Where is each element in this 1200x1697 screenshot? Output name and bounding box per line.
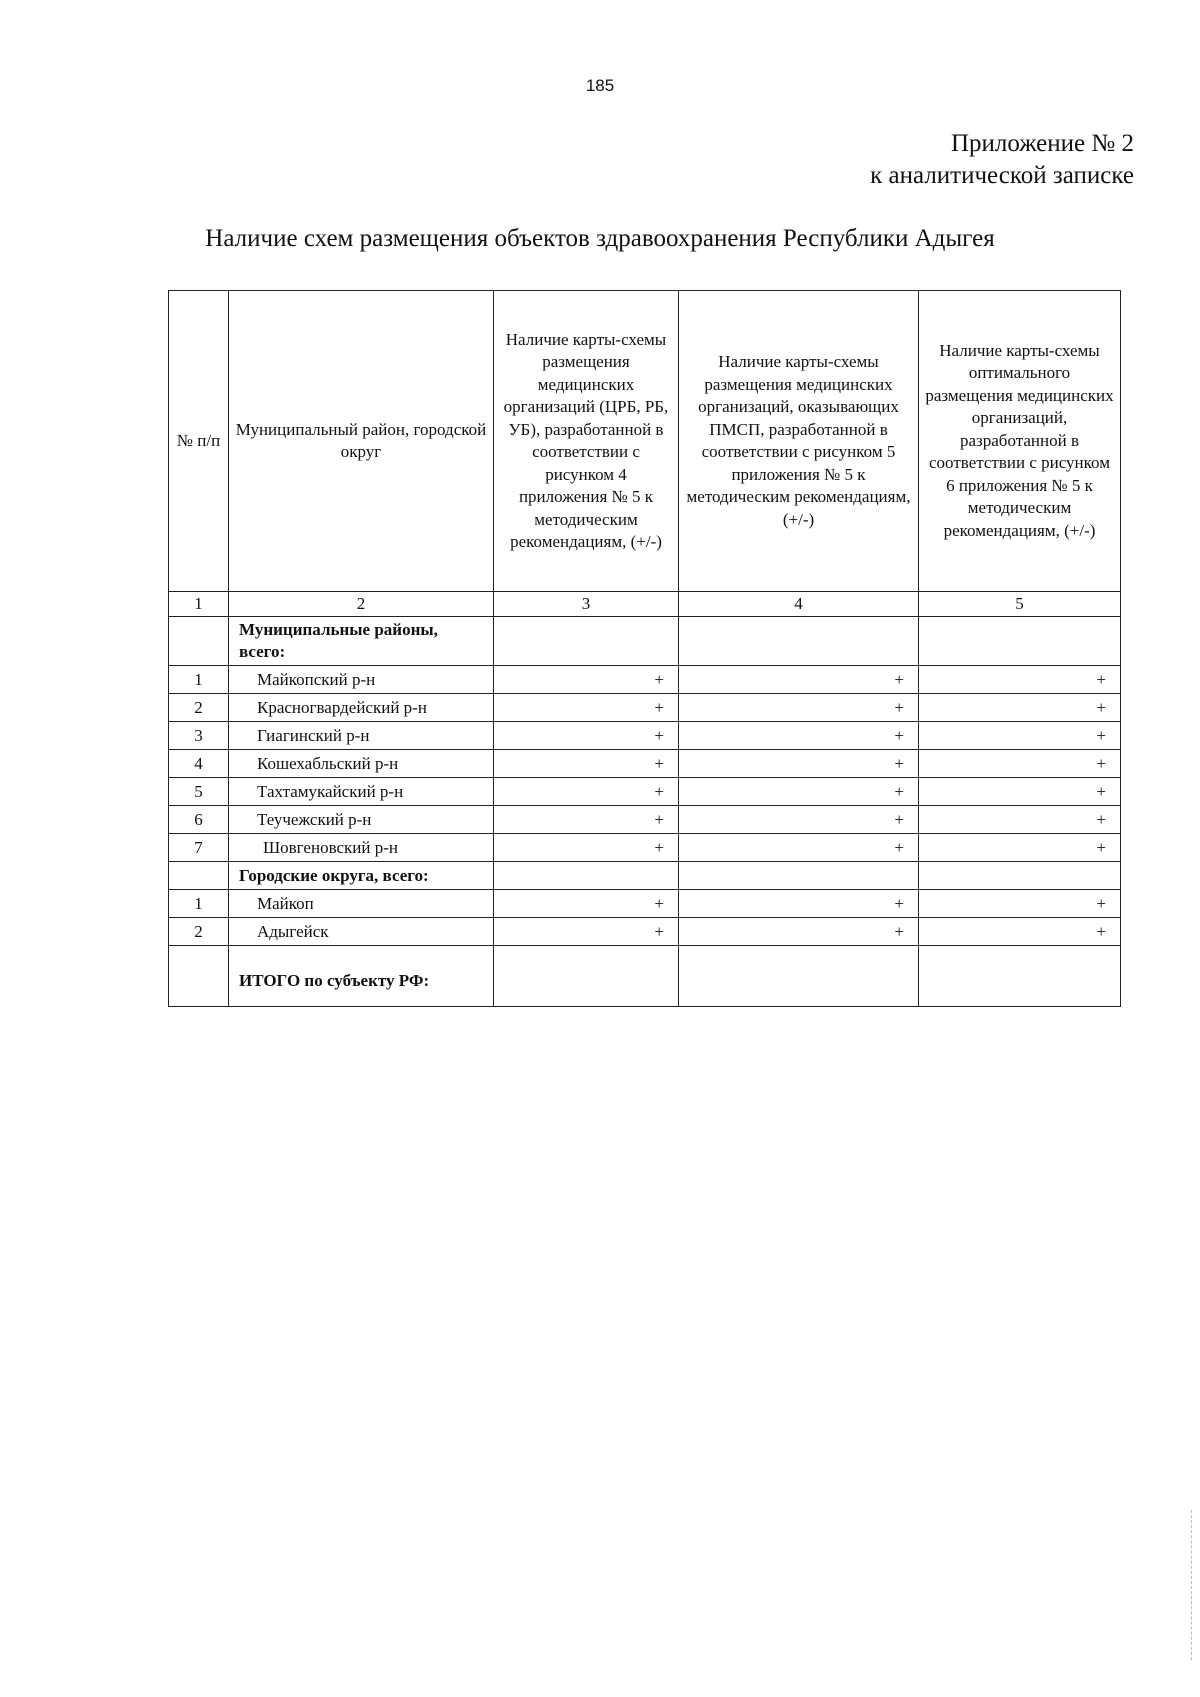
appendix-line-2: к аналитической записке [870, 162, 1134, 189]
appendix-caption [870, 128, 1134, 192]
value-cell: + [919, 890, 1121, 918]
value-cell: + [919, 778, 1121, 806]
column-number: 2 [229, 592, 494, 617]
value-cell: + [494, 750, 679, 778]
value-cell: + [679, 778, 919, 806]
table-row [169, 834, 1121, 862]
row-number: 2 [169, 694, 229, 722]
page-number: 185 [585, 76, 615, 95]
group-label: Муниципальные районы, всего: [229, 617, 494, 666]
table-row [169, 890, 1121, 918]
district-name: Гиагинский р-н [229, 722, 494, 750]
table-header-row [169, 291, 1121, 592]
district-name: Шовгеновский р-н [229, 834, 494, 862]
row-number: 3 [169, 722, 229, 750]
value-cell: + [679, 890, 919, 918]
column-number: 4 [679, 592, 919, 617]
row-number: 5 [169, 778, 229, 806]
header-district: Муниципальный район, городской округ [229, 291, 494, 592]
row-number: 2 [169, 918, 229, 946]
row-number: 4 [169, 750, 229, 778]
header-map-crb: Наличие карты-схемы размещения медицинских организаций (ЦРБ, РБ, УБ), разработанной в соответствии с рисунком 4 приложения № 5 к методическим рекомендациям, (+/-) [494, 291, 679, 592]
table-row [169, 750, 1121, 778]
row-number: 1 [169, 666, 229, 694]
value-cell: + [679, 834, 919, 862]
health-facility-schemes-table [168, 290, 1121, 1007]
value-cell: + [494, 806, 679, 834]
table-row [169, 694, 1121, 722]
value-cell: + [679, 750, 919, 778]
total-row [169, 946, 1121, 1007]
column-number: 3 [494, 592, 679, 617]
table-row [169, 778, 1121, 806]
value-cell: + [679, 806, 919, 834]
value-cell: + [919, 918, 1121, 946]
value-cell: + [679, 666, 919, 694]
district-name: Красногвардейский р-н [229, 694, 494, 722]
header-number: № п/п [169, 291, 229, 592]
value-cell: + [919, 722, 1121, 750]
column-number: 1 [169, 592, 229, 617]
group-label: Городские округа, всего: [229, 862, 494, 890]
row-number: 6 [169, 806, 229, 834]
value-cell: + [919, 806, 1121, 834]
value-cell: + [494, 666, 679, 694]
value-cell: + [919, 834, 1121, 862]
district-name: Майкопский р-н [229, 666, 494, 694]
value-cell: + [919, 750, 1121, 778]
document-title: Наличие схем размещения объектов здравоохранения Республики Адыгея [205, 225, 995, 252]
table-row [169, 666, 1121, 694]
value-cell: + [679, 722, 919, 750]
scan-edge-artifact [1189, 1510, 1192, 1660]
district-name: Кошехабльский р-н [229, 750, 494, 778]
table-row [169, 806, 1121, 834]
header-map-optimal: Наличие карты-схемы оптимального размещения медицинских организаций, разработанной в соответствии с рисунком 6 приложения № 5 к методическим рекомендациям, (+/-) [919, 291, 1121, 592]
row-number: 1 [169, 890, 229, 918]
table-row [169, 918, 1121, 946]
district-name: Теучежский р-н [229, 806, 494, 834]
district-name: Тахтамукайский р-н [229, 778, 494, 806]
value-cell: + [494, 694, 679, 722]
value-cell: + [679, 694, 919, 722]
column-numbers-row [169, 592, 1121, 617]
city-name: Адыгейск [229, 918, 494, 946]
value-cell: + [679, 918, 919, 946]
table-row [169, 722, 1121, 750]
value-cell: + [494, 722, 679, 750]
column-number: 5 [919, 592, 1121, 617]
value-cell: + [919, 666, 1121, 694]
appendix-line-1: Приложение № 2 [950, 130, 1134, 157]
group-row-city [169, 862, 1121, 890]
value-cell: + [494, 890, 679, 918]
value-cell: + [919, 694, 1121, 722]
value-cell: + [494, 834, 679, 862]
row-number: 7 [169, 834, 229, 862]
city-name: Майкоп [229, 890, 494, 918]
value-cell: + [494, 918, 679, 946]
header-map-pmsp: Наличие карты-схемы размещения медицинских организаций, оказывающих ПМСП, разработанной в соответствии с рисунком 5 приложения № 5 к методическим рекомендациям, (+/-) [679, 291, 919, 592]
group-row-municipal [169, 617, 1121, 666]
value-cell: + [494, 778, 679, 806]
total-label: ИТОГО по субъекту РФ: [229, 946, 494, 1007]
